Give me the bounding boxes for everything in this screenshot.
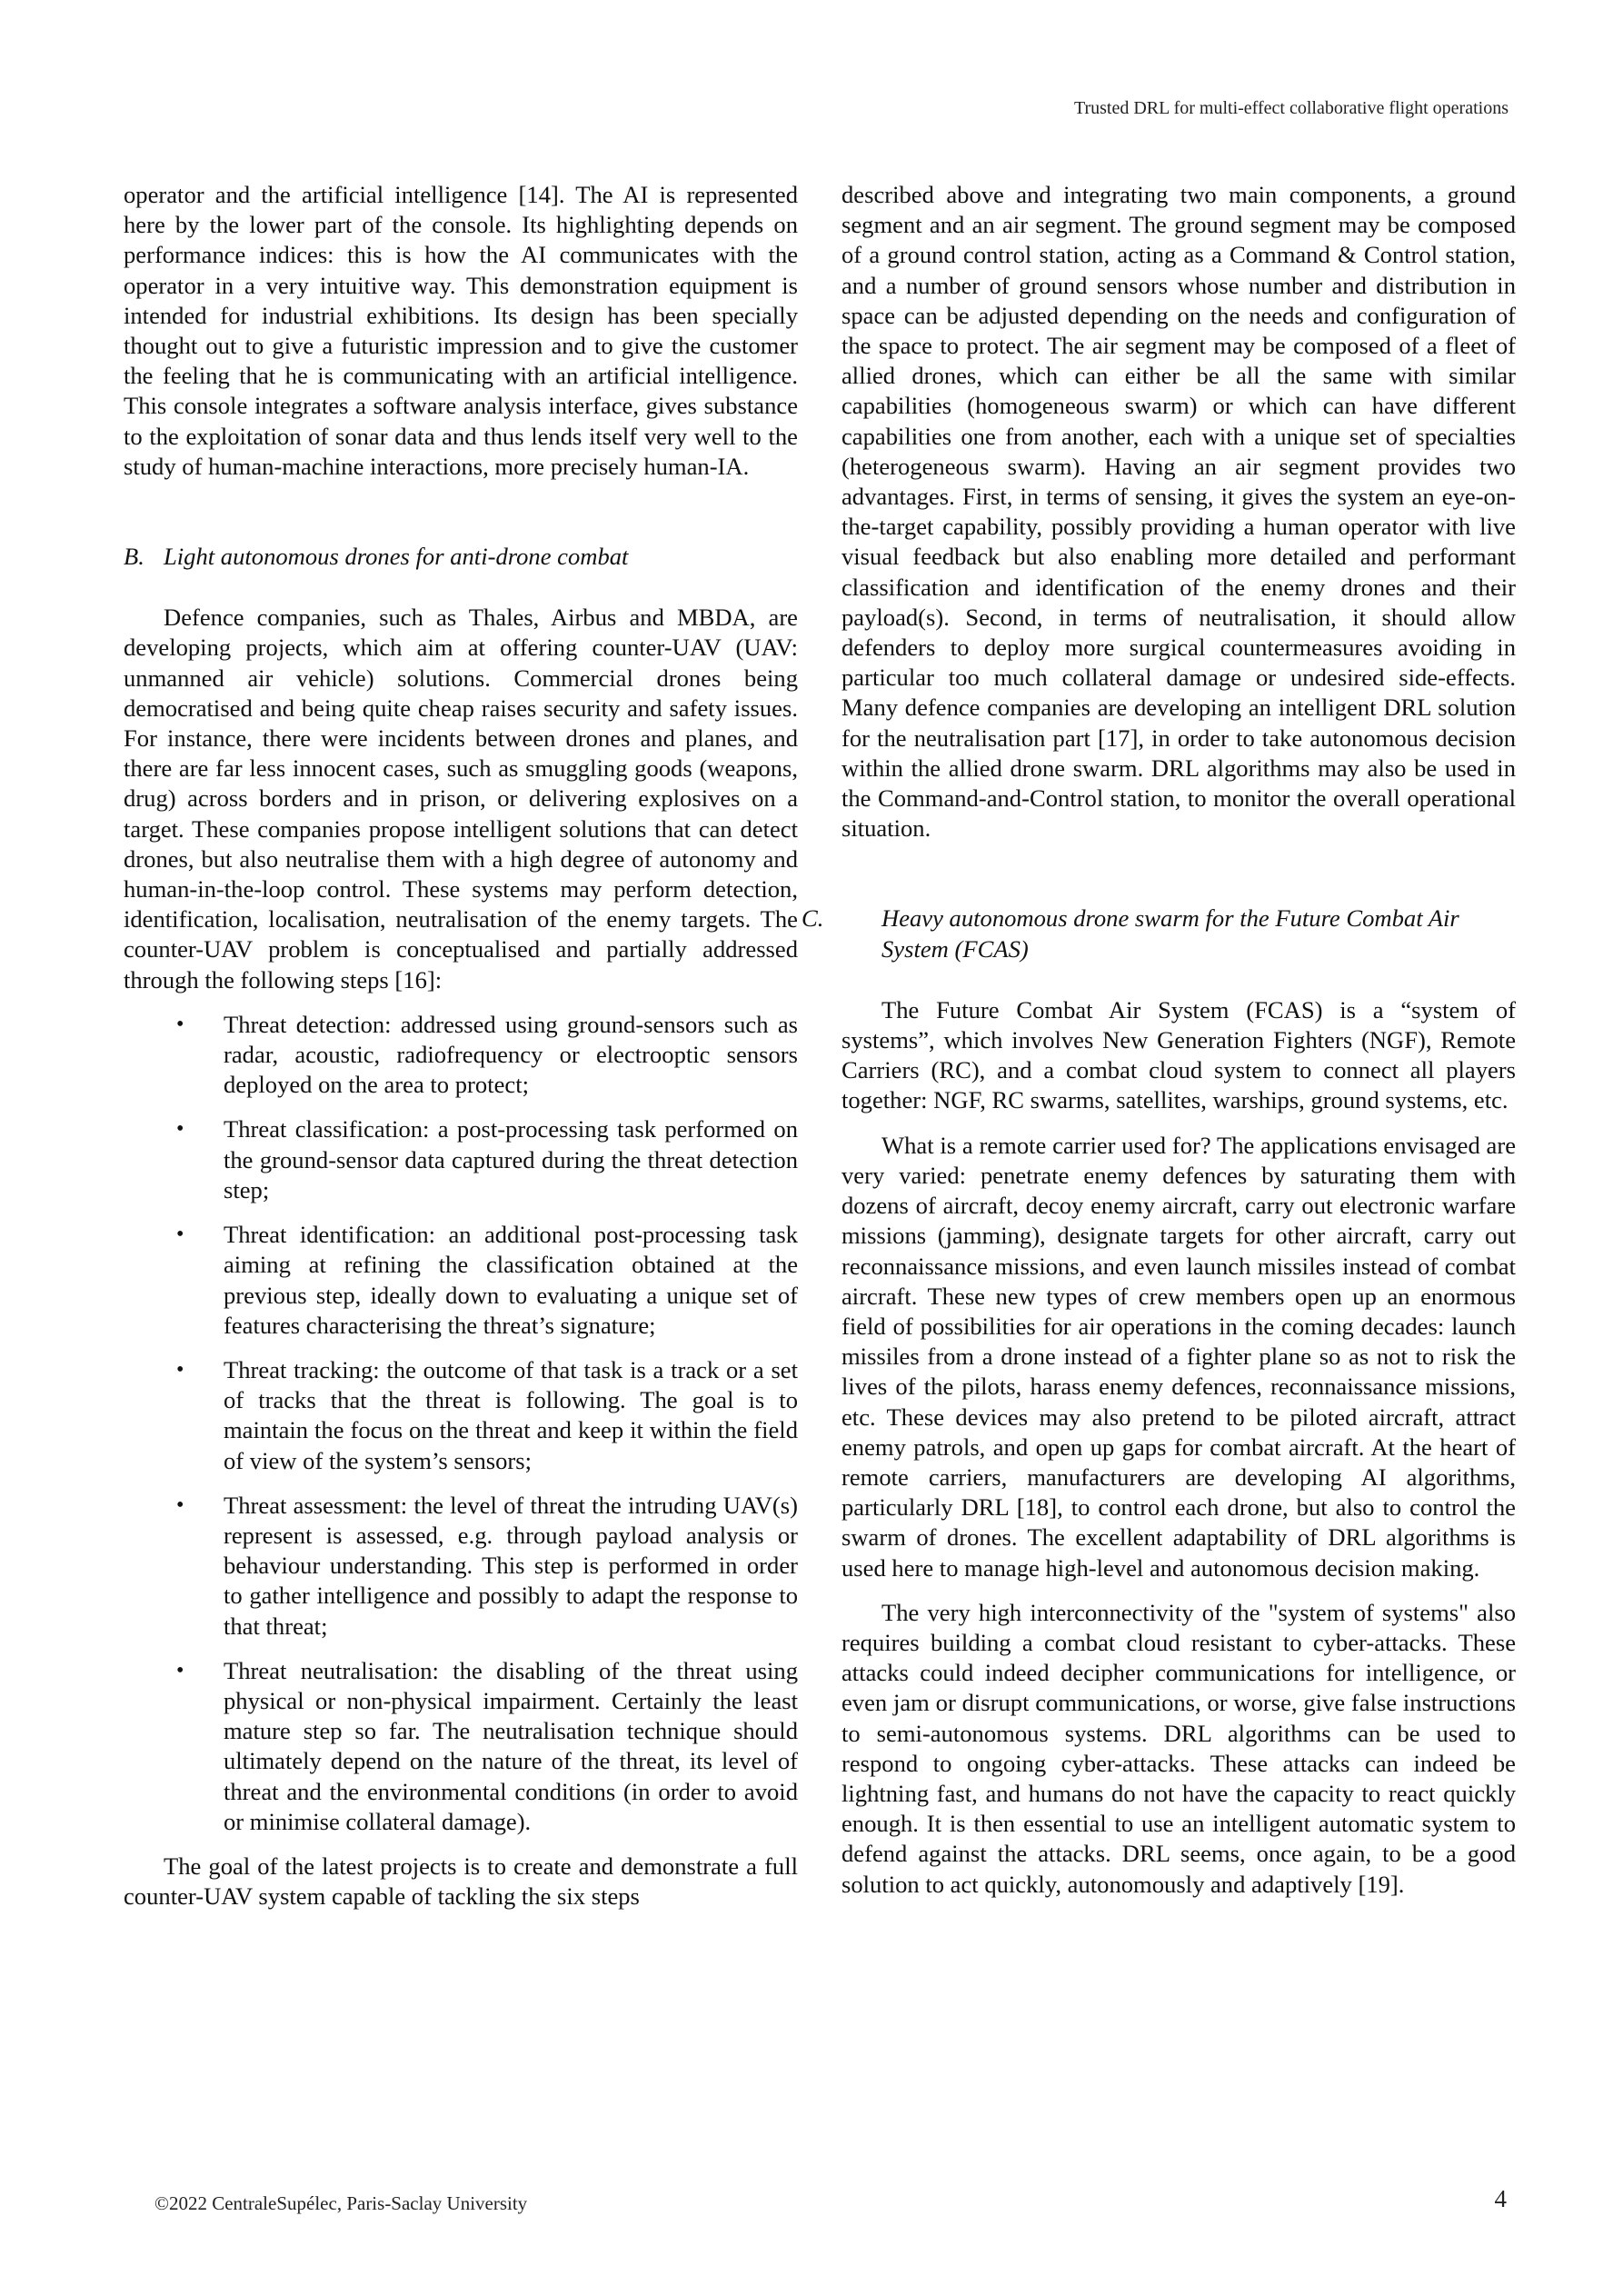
paragraph: described above and integrating two main components, a ground segment and an air segment. The ground segment may be composed of a ground control station, acting as a Command & Control station, and a number of ground sensors whose number and distribution in space can be adjusted depending on the needs and configuration of the space to protect. The air segment may be composed of a fleet of allied drones, which can either be all the same with similar capabilities (homogeneous swarm) or which can have different capabilities one from another, each with a unique set of specialties (heterogeneous swarm). Having an air segment provides two advantages. First, in terms of sensing, it gives the system an eye-on-the-target capability, possibly providing a human operator with live visual feedback but also enabling more detailed and performant classification and identification of the enemy drones and their payload(s). Second, in terms of neutralisation, it should allow defenders to deploy more surgical countermeasures avoiding in particular too much collateral damage or undesired side-effects. Many defence companies are developing an intelligent DRL solution for the neutralisation part [17], in order to take autonomous decision within the allied drone swarm. DRL algorithms may also be used in the Command-and-Control station, to monitor the overall operational situation. <box>841 181 1516 843</box>
list-item-text: Threat tracking: the outcome of that task is a track or a set of tracks that the threat is following. The goal is to maintain the focus on the threat and keep it within the field of view of the system’s sensors; <box>224 1355 798 1474</box>
list-item-text: Threat classification: a post-processing task performed on the ground-sensor data captured during the threat detection step; <box>224 1115 798 1203</box>
list-item <box>124 1114 798 1205</box>
steps-list <box>124 1010 798 1837</box>
paragraph: Defence companies, such as Thales, Airbus and MBDA, are developing projects, which aim at offering counter-UAV (UAV: unmanned air vehicle) solutions. Commercial drones being democratised and being quite cheap raises security and safety issues. For instance, there were incidents between drones and planes, and there are far less innocent cases, such as smuggling goods (weapons, drug) across borders and in prison, or delivering explosives on a target. These companies propose intelligent solutions that can detect drones, but also neutralise them with a high degree of autonomy and human-in-the-loop control. These systems may perform detection, identification, localisation, neutralisation of the enemy targets. The counter-UAV problem is conceptualised and partially addressed through the following steps [16]: <box>124 604 798 993</box>
running-header: Trusted DRL for multi-effect collaborative flight operations <box>1073 98 1508 118</box>
paragraph: What is a remote carrier used for? The applications envisaged are very varied: penetrate enemy defences by saturating them with dozens of aircraft, decoy enemy aircraft, carry out electronic warfare missions (jamming), designate targets for other aircraft, carry out reconnaissance missions, and even launch missiles instead of combat aircraft. These new types of crew members open up an enormous field of possibilities for air operations in the coming decades: launch missiles from a drone instead of a fighter plane so as not to risk the lives of the pilots, harass enemy defences, reconnaissance missions, etc. These devices may also pretend to be piloted aircraft, attract enemy patrols, and open up gaps for combat aircraft. At the heart of remote carriers, manufacturers are developing AI algorithms, particularly DRL [18], to control each drone, but also to control the swarm of drones. The excellent adaptability of DRL algorithms is used here to manage high-level and autonomous decision making. <box>841 1131 1516 1582</box>
list-item-text: Threat assessment: the level of threat the intruding UAV(s) represent is assessed, e.g. through payload analysis or behaviour understanding. This step is performed in order to gather intelligence and possibly to adapt the response to that threat; <box>224 1491 798 1640</box>
list-item <box>124 1656 798 1837</box>
section-number: B. <box>124 543 144 571</box>
right-column <box>802 180 1516 1900</box>
list-item <box>124 1491 798 1642</box>
bullet-icon: • <box>176 1012 184 1036</box>
left-column <box>124 180 798 1912</box>
bullet-icon: • <box>176 1357 184 1382</box>
paragraph: The Future Combat Air System (FCAS) is a “system of systems”, which involves New Generation Fighters (NGF), Remote Carriers (RC), and a combat cloud system to connect all players together: NGF, RC swarms, satellites, warships, ground systems, etc. <box>841 995 1516 1114</box>
paragraph: The very high interconnectivity of the "system of systems" also requires building a combat cloud resistant to cyber-attacks. These attacks could indeed decipher communications for intelligence, or even jam or disrupt communications, or worse, give false instructions to semi-autonomous systems. DRL algorithms can be used to respond to ongoing cyber-attacks. These attacks can indeed be lightning fast, and humans do not have the capacity to react quickly enough. It is then essential to use an intelligent automatic system to defend against the attacks. DRL seems, once again, to be a good solution to act quickly, autonomously and adaptively [19]. <box>841 1598 1516 1898</box>
list-item-text: Threat identification: an additional post-processing task aiming at refining the classification obtained at the previous step, ideally down to evaluating a unique set of features characterising the threat’s signature; <box>224 1221 798 1339</box>
bullet-icon: • <box>176 1117 184 1142</box>
list-item <box>124 1220 798 1341</box>
list-item <box>124 1010 798 1101</box>
section-title: Heavy autonomous drone swarm for the Future Combat Air System (FCAS) <box>881 904 1459 963</box>
list-item-text: Threat detection: addressed using ground-sensors such as radar, acoustic, radiofrequency or electrooptic sensors deployed on the area to protect; <box>224 1010 798 1099</box>
section-heading-b <box>124 542 798 572</box>
paragraph: The goal of the latest projects is to create and demonstrate a full counter-UAV system capable of tackling the six steps <box>124 1852 798 1911</box>
page-number: 4 <box>1494 2185 1507 2212</box>
list-item-text: Threat neutralisation: the disabling of the threat using physical or non-physical impairment. Certainly the least mature step so far. The neutralisation technique should ultimately depend on the nature of the threat, its level of threat and the environmental conditions (in order to avoid or minimise collateral damage). <box>224 1656 798 1835</box>
section-heading-c <box>802 903 1516 963</box>
bullet-icon: • <box>176 1492 184 1517</box>
list-item <box>124 1355 798 1476</box>
bullet-icon: • <box>176 1658 184 1682</box>
footer-copyright: ©2022 CentraleSupélec, Paris-Saclay University <box>154 2192 528 2214</box>
paragraph: operator and the artificial intelligence [14]. The AI is represented here by the lower part of the console. Its highlighting depends on performance indices: this is how the AI communicates with the operator in a very intuitive way. This demonstration equipment is intended for industrial exhibitions. Its design has been specially thought out to give a futuristic impression and to give the customer the feeling that he is communicating with an artificial intelligence. This console integrates a software analysis interface, gives substance to the exploitation of sonar data and thus lends itself very well to the study of human-machine interactions, more precisely human-IA. <box>124 181 798 480</box>
bullet-icon: • <box>176 1223 184 1247</box>
section-title: Light autonomous drones for anti-drone combat <box>164 543 629 571</box>
section-number: C. <box>802 904 824 933</box>
